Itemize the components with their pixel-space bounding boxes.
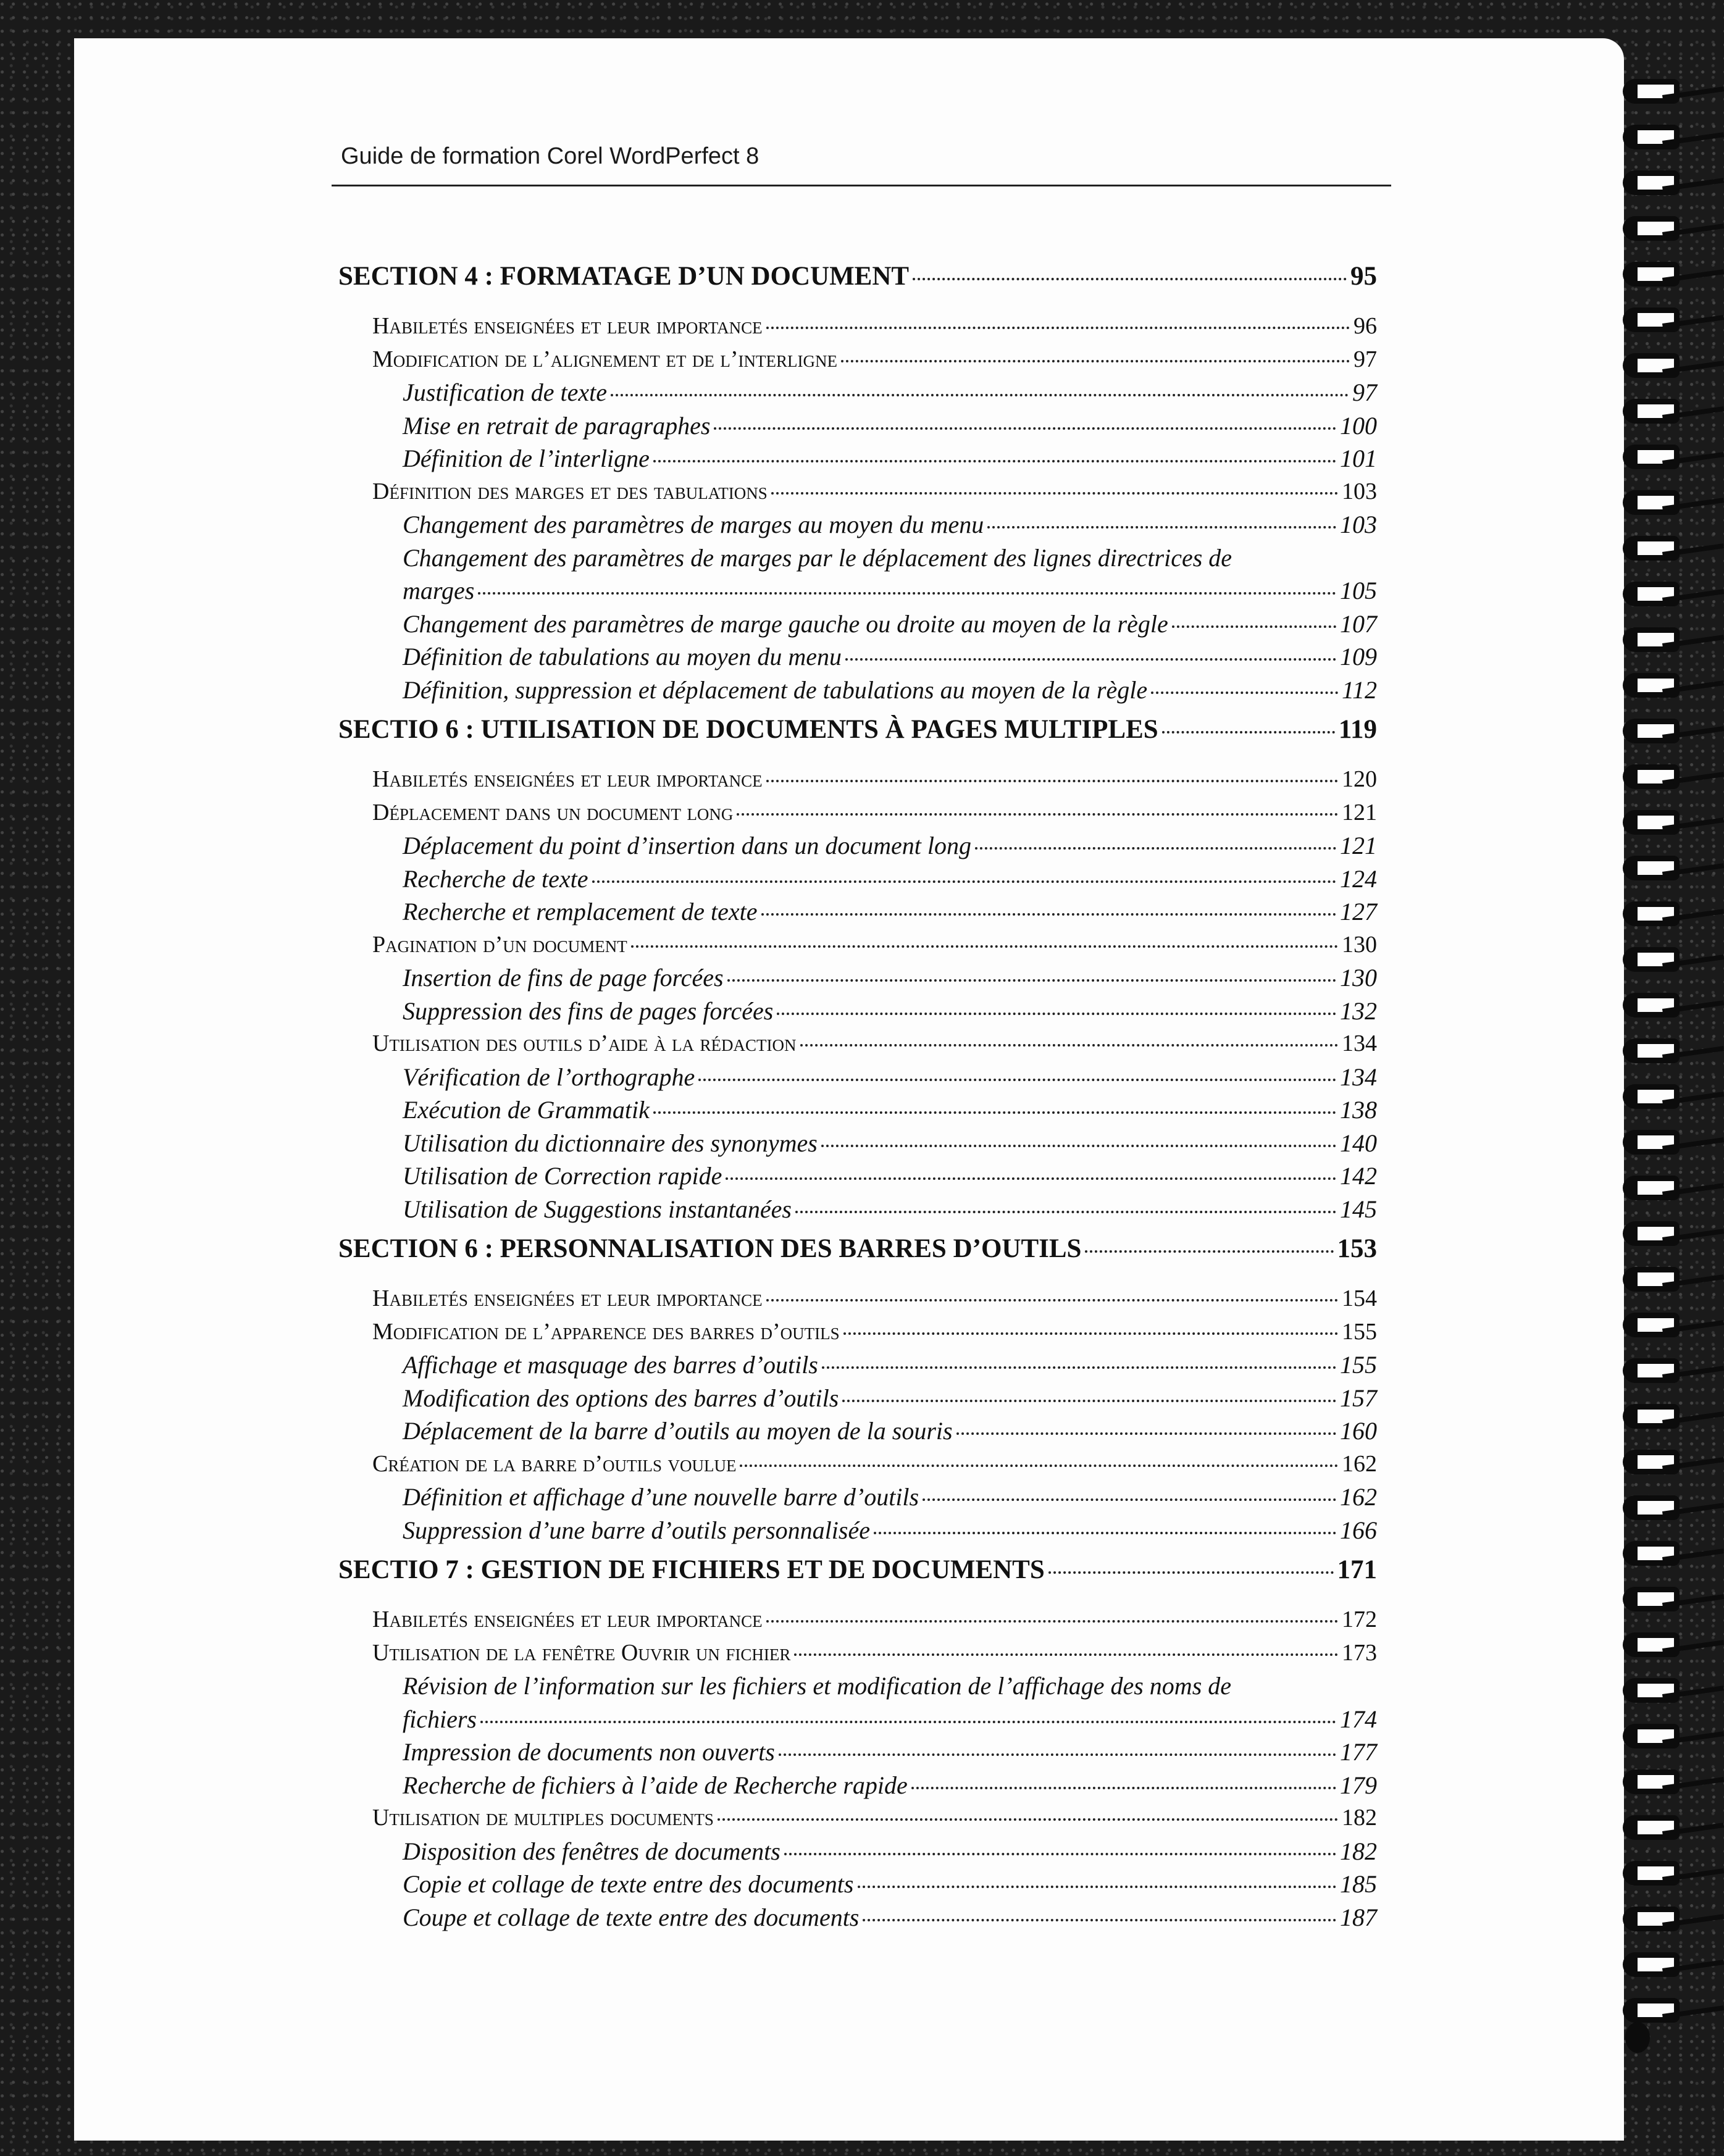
toc-entry-label: Utilisation du dictionnaire des synonymes <box>403 1129 818 1157</box>
toc-page-number: 109 <box>1340 643 1377 671</box>
spiral-coil <box>1623 1221 1680 1246</box>
spiral-coil <box>1623 1404 1680 1429</box>
dot-leader <box>653 460 1336 462</box>
toc-entry-label: Définition et affichage d’une nouvelle barre d’outils <box>403 1483 919 1511</box>
dot-leader <box>727 979 1336 982</box>
dot-leader <box>913 278 1347 280</box>
toc-page-number: 103 <box>1340 511 1377 538</box>
toc-page-number: 138 <box>1340 1096 1377 1124</box>
toc-subtopic-entry <box>338 1061 1377 1094</box>
toc-entry-label: Exécution de Grammatik <box>403 1096 650 1124</box>
toc-entry-label: Vérification de l’orthographe <box>403 1063 695 1091</box>
toc-page-number: 105 <box>1340 577 1377 604</box>
dot-leader <box>698 1079 1336 1081</box>
dot-leader <box>1172 625 1336 628</box>
spiral-coil <box>1623 1815 1680 1840</box>
toc-page-number: 97 <box>1354 346 1377 372</box>
dot-leader <box>766 1620 1338 1623</box>
spiral-coil <box>1623 719 1680 743</box>
toc-page-number: 127 <box>1340 898 1377 925</box>
toc-page-number: 134 <box>1342 1030 1377 1056</box>
spiral-coil <box>1623 1678 1680 1703</box>
toc-page-number: 130 <box>1340 964 1377 992</box>
toc-topic-entry <box>338 1637 1377 1670</box>
toc-page-number: 119 <box>1338 715 1377 744</box>
toc-entry-label: Création de la barre d’outils voulue <box>372 1450 737 1477</box>
toc-section-entry <box>338 1553 1377 1587</box>
toc-entry-label: Copie et collage de texte entre des documents <box>403 1870 854 1898</box>
toc-topic-entry <box>338 343 1377 377</box>
toc-subtopic-entry <box>338 1159 1377 1193</box>
toc-entry-label: SECTION 6 : PERSONNALISATION DES BARRES D’OUTILS <box>338 1234 1082 1263</box>
dot-leader <box>718 1818 1338 1821</box>
dot-leader <box>478 592 1336 595</box>
toc-entry-label: Habiletés enseignées et leur importance <box>372 1285 763 1311</box>
spiral-coil <box>1623 1632 1680 1657</box>
toc-entry-label: Changement des paramètres de marges au moyen du menu <box>403 511 984 538</box>
dot-leader <box>779 1753 1336 1756</box>
toc-topic-entry <box>338 929 1377 962</box>
toc-entry-label: Changement des paramètres de marge gauche ou droite au moyen de la règle <box>403 609 1168 638</box>
toc-subtopic-entry <box>338 1193 1377 1226</box>
spiral-coil <box>1623 810 1680 835</box>
toc-entry-label: Utilisation de Correction rapide <box>403 1162 722 1190</box>
spiral-coil <box>1623 216 1680 241</box>
dot-leader <box>987 526 1336 529</box>
toc-subtopic-entry <box>338 1414 1377 1448</box>
toc-page-number: 96 <box>1354 313 1377 339</box>
spiral-coil <box>1623 445 1680 469</box>
toc-topic-entry <box>338 1027 1377 1061</box>
toc-entry-label: Définition de l’interligne <box>403 445 650 472</box>
toc-page-number: 134 <box>1340 1063 1377 1091</box>
toc-subtopic-entry <box>338 1481 1377 1514</box>
toc-page-number: 112 <box>1341 675 1377 704</box>
spiral-coil <box>1623 1541 1680 1566</box>
toc-subtopic-entry <box>338 640 1377 674</box>
toc-subtopic-entry <box>338 508 1377 541</box>
toc-subtopic-entry <box>338 1901 1377 1934</box>
dot-leader <box>822 1366 1336 1369</box>
toc-subtopic-entry <box>338 1868 1377 1901</box>
dot-leader <box>1085 1250 1333 1253</box>
toc-page-number: 120 <box>1342 766 1377 792</box>
dot-leader <box>800 1044 1338 1047</box>
toc-page-number: 154 <box>1342 1285 1377 1311</box>
toc-entry-label: Utilisation de la fenêtre Ouvrir un fichier <box>372 1639 791 1666</box>
toc-entry-label: Justification de texte <box>403 378 607 406</box>
toc-page-number: 142 <box>1340 1162 1377 1190</box>
spiral-coil <box>1623 307 1680 332</box>
toc-subtopic-entry <box>338 608 1377 641</box>
toc-topic-entry <box>338 1802 1377 1835</box>
dot-leader <box>795 1211 1336 1213</box>
spiral-coil <box>1623 1267 1680 1292</box>
toc-topic-entry <box>338 763 1377 796</box>
spiral-coil <box>1623 1130 1680 1155</box>
toc-page-number: 177 <box>1340 1738 1377 1766</box>
toc-subtopic-entry <box>338 442 1377 475</box>
spiral-coil <box>1623 582 1680 606</box>
spiral-coil <box>1623 170 1680 195</box>
toc-page-number: 130 <box>1342 931 1377 958</box>
spiral-coil <box>1623 399 1680 424</box>
toc-subtopic-entry <box>338 1093 1377 1127</box>
dot-leader <box>611 394 1349 396</box>
toc-entry-label: Recherche et remplacement de texte <box>403 898 758 925</box>
toc-page-number: 182 <box>1340 1837 1377 1865</box>
dot-leader <box>714 427 1336 430</box>
toc-subtopic-entry <box>338 895 1377 929</box>
toc-entry-label: fichiers <box>403 1705 477 1733</box>
toc-entry-label: Utilisation de Suggestions instantanées <box>403 1195 792 1223</box>
toc-page-number: 132 <box>1340 997 1377 1025</box>
toc-page-number: 187 <box>1340 1903 1377 1931</box>
toc-topic-entry <box>338 1603 1377 1637</box>
toc-subtopic-entry <box>338 1348 1377 1382</box>
toc-subtopic-entry <box>338 1835 1377 1868</box>
toc-entry-label: Mise en retrait de paragraphes <box>403 411 711 440</box>
toc-entry-label: Pagination d’un document <box>372 931 627 958</box>
toc-entry-label: Recherche de fichiers à l’aide de Recherche rapide <box>403 1771 908 1799</box>
toc-entry-label-first-line: Révision de l’information sur les fichiers et modification de l’affichage des noms de <box>403 1672 1232 1700</box>
dot-leader <box>653 1111 1336 1114</box>
dot-leader <box>863 1919 1336 1921</box>
dot-leader <box>845 658 1336 661</box>
toc-entry-wrapped-line <box>338 541 1377 575</box>
dot-leader <box>761 913 1337 916</box>
toc-entry-label: Modification des options des barres d’outils <box>403 1384 839 1412</box>
dot-leader <box>766 1299 1338 1302</box>
spiral-coil <box>1623 1450 1680 1474</box>
toc-page-number: 172 <box>1342 1607 1377 1632</box>
toc-entry-label: Habiletés enseignées et leur importance <box>372 766 763 792</box>
toc-subtopic-entry <box>338 376 1377 409</box>
toc-subtopic-entry <box>338 1127 1377 1160</box>
spiral-coil <box>1623 1587 1680 1611</box>
spiral-coil <box>1623 901 1680 926</box>
spiral-coil <box>1623 856 1680 880</box>
toc-topic-entry <box>338 1316 1377 1349</box>
spiral-coil <box>1623 1084 1680 1109</box>
toc-entry-label: Habiletés enseignées et leur importance <box>372 313 763 339</box>
toc-entry-label: Disposition des fenêtres de documents <box>403 1837 780 1865</box>
toc-page-number: 173 <box>1342 1639 1377 1666</box>
spiral-coil <box>1623 353 1680 378</box>
spiral-coil <box>1623 947 1680 972</box>
dot-leader <box>784 1853 1336 1855</box>
dot-leader <box>911 1787 1336 1789</box>
dot-leader <box>923 1498 1336 1501</box>
dot-leader <box>740 1464 1338 1467</box>
toc-entry-label: SECTION 4 : FORMATAGE D’UN DOCUMENT <box>338 262 910 291</box>
dot-leader <box>1151 692 1338 694</box>
toc-entry-label: Utilisation de multiples documents <box>372 1805 714 1831</box>
toc-subtopic-entry <box>338 1769 1377 1802</box>
dot-leader <box>794 1653 1338 1656</box>
toc-entry-label: marges <box>403 577 475 604</box>
spiral-coil <box>1623 1313 1680 1337</box>
toc-page-number: 124 <box>1340 864 1377 893</box>
spiral-coil <box>1623 627 1680 652</box>
spiral-coil <box>1623 79 1680 104</box>
toc-topic-entry <box>338 1282 1377 1316</box>
toc-section-entry <box>338 259 1377 294</box>
dot-leader <box>1162 731 1335 733</box>
spiral-coil <box>1623 1176 1680 1200</box>
running-header: Guide de formation Corel WordPerfect 8 <box>341 143 759 169</box>
toc-page-number: 179 <box>1340 1771 1377 1799</box>
toc-subtopic-entry <box>338 674 1377 707</box>
dot-leader <box>777 1013 1336 1015</box>
table-of-contents <box>338 253 1377 1934</box>
dot-leader <box>858 1886 1337 1888</box>
spiral-coil <box>1623 1907 1680 1931</box>
dot-leader <box>726 1177 1336 1180</box>
toc-entry-label: Déplacement du point d’insertion dans un document long <box>403 832 971 859</box>
spiral-coil <box>1623 1861 1680 1886</box>
toc-entry-label: Définition de tabulations au moyen du menu <box>403 643 842 671</box>
spiral-coil <box>1623 1770 1680 1794</box>
toc-subtopic-entry <box>338 961 1377 995</box>
dot-leader <box>841 360 1350 362</box>
toc-subtopic-entry <box>338 409 1377 443</box>
toc-entry-label: Habiletés enseignées et leur importance <box>372 1607 763 1632</box>
spiral-coil <box>1623 1998 1680 2023</box>
toc-entry-label: Affichage et masquage des barres d’outils <box>403 1351 818 1379</box>
toc-page-number: 182 <box>1342 1805 1377 1831</box>
toc-entry-label: Utilisation des outils d’aide à la rédaction <box>372 1030 797 1056</box>
dot-leader <box>766 780 1338 782</box>
toc-subtopic-entry <box>338 829 1377 863</box>
toc-entry-wrapped-line <box>338 1669 1377 1703</box>
dot-leader <box>874 1532 1336 1534</box>
toc-page-number: 162 <box>1342 1450 1377 1477</box>
toc-page-number: 97 <box>1352 378 1377 406</box>
dot-leader <box>975 847 1336 850</box>
dot-leader <box>766 327 1350 329</box>
toc-entry-label: Définition, suppression et déplacement de tabulations au moyen de la règle <box>403 675 1148 704</box>
spiral-coil <box>1623 1495 1680 1520</box>
toc-subtopic-entry <box>338 574 1377 608</box>
dot-leader <box>592 880 1336 883</box>
toc-page-number: 157 <box>1340 1384 1377 1412</box>
toc-entry-label-first-line: Changement des paramètres de marges par le déplacement des lignes directrices de <box>403 543 1232 572</box>
toc-entry-label: Suppression des fins de pages forcées <box>403 997 774 1025</box>
dot-leader <box>843 1332 1338 1335</box>
spiral-coil <box>1623 1724 1680 1749</box>
spiral-coil <box>1623 1038 1680 1063</box>
spiral-coil <box>1623 1952 1680 1977</box>
toc-entry-label: Suppression d’une barre d’outils personnalisée <box>403 1516 870 1544</box>
spiral-coil <box>1623 764 1680 789</box>
toc-topic-entry <box>338 310 1377 343</box>
toc-entry-label: Modification de l’alignement et de l’interligne <box>372 346 837 372</box>
toc-topic-entry <box>338 1448 1377 1481</box>
dot-leader <box>1048 1571 1334 1574</box>
toc-entry-label: Insertion de fins de page forcées <box>403 964 724 992</box>
toc-page-number: 145 <box>1340 1195 1377 1223</box>
toc-entry-label: SECTIO 7 : GESTION DE FICHIERS ET DE DOCUMENTS <box>338 1555 1045 1584</box>
toc-page-number: 174 <box>1340 1705 1377 1733</box>
toc-page-number: 121 <box>1342 799 1377 825</box>
toc-page-number: 171 <box>1337 1555 1377 1584</box>
toc-page-number: 155 <box>1342 1318 1377 1345</box>
toc-subtopic-entry <box>338 995 1377 1028</box>
dot-leader <box>956 1432 1336 1435</box>
toc-entry-label: Coupe et collage de texte entre des documents <box>403 1903 860 1931</box>
spiral-coil <box>1623 673 1680 698</box>
toc-page-number: 160 <box>1340 1417 1377 1445</box>
toc-page-number: 121 <box>1340 832 1377 859</box>
toc-page-number: 101 <box>1340 445 1377 472</box>
dot-leader <box>821 1145 1336 1147</box>
toc-page-number: 140 <box>1340 1129 1377 1157</box>
spiral-coil <box>1623 262 1680 286</box>
toc-page-number: 103 <box>1342 478 1377 504</box>
toc-entry-label: Définition des marges et des tabulations <box>372 478 768 504</box>
toc-topic-entry <box>338 796 1377 830</box>
toc-section-entry <box>338 712 1377 747</box>
spiral-binding <box>1605 68 1724 2130</box>
toc-page-number: 155 <box>1340 1351 1377 1379</box>
toc-page-number: 185 <box>1340 1870 1377 1898</box>
toc-page-number: 153 <box>1337 1234 1377 1263</box>
dot-leader <box>737 813 1338 816</box>
toc-page-number: 95 <box>1350 262 1377 291</box>
toc-subtopic-entry <box>338 1514 1377 1547</box>
toc-entry-label: Modification de l’apparence des barres d’outils <box>372 1318 840 1345</box>
toc-section-entry <box>338 1232 1377 1266</box>
spiral-end <box>1625 2022 1650 2053</box>
toc-page-number: 162 <box>1340 1483 1377 1511</box>
toc-topic-entry <box>338 475 1377 509</box>
toc-entry-label: SECTIO 6 : UTILISATION DE DOCUMENTS À PAGES MULTIPLES <box>338 715 1158 744</box>
toc-subtopic-entry <box>338 863 1377 896</box>
toc-page-number: 166 <box>1340 1516 1377 1544</box>
spiral-coil <box>1623 490 1680 515</box>
spiral-coil <box>1623 536 1680 561</box>
toc-subtopic-entry <box>338 1703 1377 1736</box>
toc-subtopic-entry <box>338 1382 1377 1415</box>
toc-page-number: 107 <box>1340 609 1377 638</box>
dot-leader <box>480 1721 1336 1723</box>
toc-entry-label: Déplacement dans un document long <box>372 799 734 825</box>
spiral-coil <box>1623 993 1680 1017</box>
header-rule <box>332 185 1391 186</box>
toc-entry-label: Impression de documents non ouverts <box>403 1738 775 1766</box>
dot-leader <box>771 492 1338 495</box>
spiral-coil <box>1623 125 1680 149</box>
toc-subtopic-entry <box>338 1736 1377 1769</box>
spiral-coil <box>1623 1358 1680 1383</box>
toc-entry-label: Recherche de texte <box>403 864 588 893</box>
toc-page-number: 100 <box>1340 411 1377 440</box>
dot-leader <box>631 945 1338 948</box>
dot-leader <box>842 1400 1336 1402</box>
toc-entry-label: Déplacement de la barre d’outils au moyen de la souris <box>403 1417 953 1445</box>
